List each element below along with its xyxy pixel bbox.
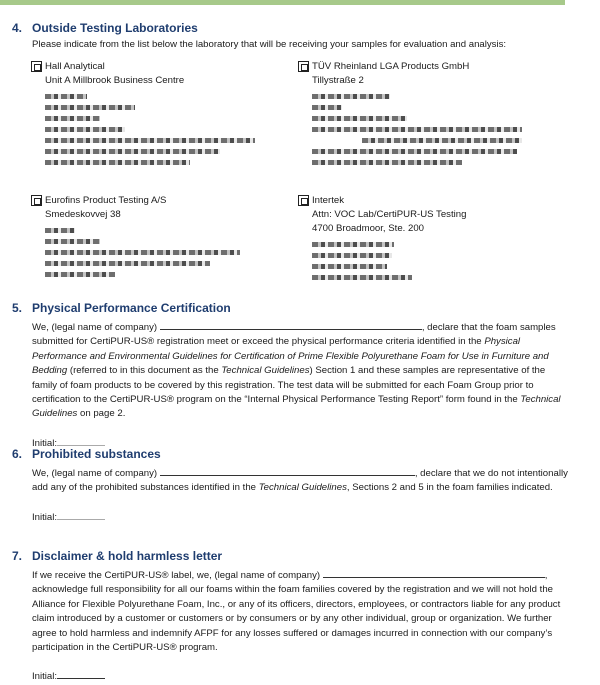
lab-checkbox[interactable] [298, 195, 309, 206]
lab-address-line: 4700 Broadmoor, Ste. 200 [312, 223, 425, 234]
section-intro: Please indicate from the list below the laboratory that will be receiving your samples for evaluation and analysis: [32, 39, 507, 50]
initial-line: Initial: [32, 436, 570, 451]
section-disclaimer [0, 548, 570, 685]
redacted-text [45, 149, 220, 154]
redacted-text [312, 127, 522, 132]
lab-name: Intertek [312, 195, 344, 206]
lab-option-eurofins[interactable] [45, 194, 275, 280]
redacted-text [312, 149, 517, 154]
redacted-text [312, 253, 392, 258]
lab-address-line: Unit A Millbrook Business Centre [45, 75, 185, 86]
lab-option-tuv-rheinland[interactable] [312, 60, 552, 168]
redacted-text [312, 242, 394, 247]
initial-line: Initial: [32, 669, 570, 684]
initial-field[interactable] [57, 669, 105, 679]
redacted-text [312, 160, 462, 165]
initial-field[interactable] [57, 510, 105, 520]
section-heading: 5. Physical Performance Certification [12, 301, 231, 315]
redacted-text [45, 127, 125, 132]
initial-line: Initial: [32, 510, 570, 525]
lab-option-hall-analytical[interactable] [45, 60, 275, 168]
section-heading: 7. Disclaimer & hold harmless letter [12, 549, 223, 563]
lab-option-intertek[interactable] [312, 194, 552, 283]
lab-checkbox[interactable] [31, 195, 42, 206]
redacted-text [45, 239, 100, 244]
redacted-text [45, 261, 210, 266]
section-heading: 4. Outside Testing Laboratories [12, 21, 198, 35]
section-body: If we receive the CertiPUR-US® label, we, (legal name of company) , acknowledge full responsibility for all our foams within the foam families covered by the registration and we will not hold the Alliance for Flexible Polyurethane Foam, Inc., or any of its officers, directors, employees, or contractors liable for any product claim introduced by a customer or customers or by consumers or by any other individual, group or organization. We further agree to hold harmless and indemnify AFPF for any losses suffered or damages incurred in connection with our company’s participation in the CertiPUR-US® program. [32, 570, 561, 653]
lab-address-line: Attn: VOC Lab/CertiPUR-US Testing [312, 209, 467, 220]
lab-checkbox[interactable] [31, 61, 42, 72]
redacted-text [312, 116, 407, 121]
redacted-text [45, 94, 87, 99]
company-name-field[interactable] [160, 466, 415, 476]
lab-address-line: Smedeskovvej 38 [45, 209, 121, 220]
redacted-text [45, 160, 190, 165]
section-heading: 6. Prohibited substances [12, 447, 161, 461]
section-outside-testing-labs [0, 20, 570, 52]
redacted-text [312, 94, 390, 99]
redacted-text [312, 105, 342, 110]
redacted-text [45, 105, 135, 110]
section-prohibited-substances [0, 446, 570, 525]
redacted-text [45, 228, 75, 233]
lab-name: Hall Analytical [45, 61, 105, 72]
redacted-text [362, 138, 522, 143]
company-name-field[interactable] [323, 568, 545, 578]
lab-name: TÜV Rheinland LGA Products GmbH [312, 61, 470, 72]
section-physical-performance [0, 300, 570, 451]
initial-field[interactable] [57, 436, 105, 446]
lab-address-line: Tillystraße 2 [312, 75, 364, 86]
redacted-text [312, 275, 412, 280]
header-accent-bar [0, 0, 565, 5]
section-body: We, (legal name of company) , declare that the foam samples submitted for CertiPUR-US® registration meet or exceed the physical performance criteria identified in the Physical Performance and Environmental Guidelines for Certification of Prime Flexible Polyurethane Foam for Use in Furniture and Bedding (referred to in this document as the Technical Guidelines) Section 1 and these samples are representative of the family of foam products to be covered by this registration. The test data will be submitted for each Foam Group prior to certification to the CertiPUR-US® program on the “Internal Physical Performance Testing Report” form found in the Technical Guidelines on page 2. [32, 322, 561, 420]
lab-name: Eurofins Product Testing A/S [45, 195, 167, 206]
redacted-text [45, 272, 115, 277]
redacted-text [45, 250, 240, 255]
company-name-field[interactable] [160, 320, 422, 330]
redacted-text [45, 138, 255, 143]
lab-checkbox[interactable] [298, 61, 309, 72]
section-body: We, (legal name of company) , declare that we do not intentionally add any of the prohibited substances identified in the Technical Guidelines, Sections 2 and 5 in the foam families indicated. [32, 468, 568, 494]
redacted-text [45, 116, 100, 121]
redacted-text [312, 264, 387, 269]
